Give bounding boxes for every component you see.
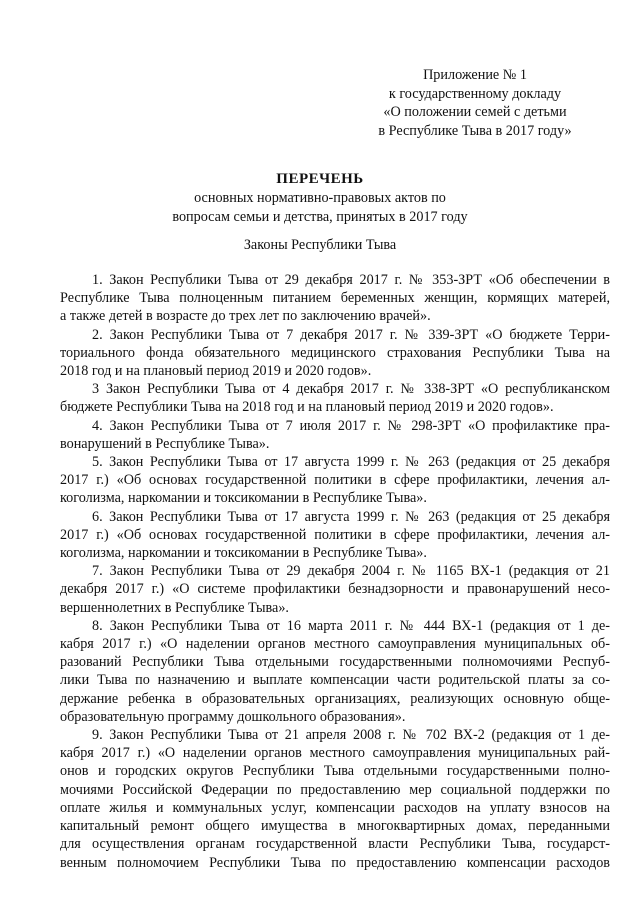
law-item-line: держание ребенка в образовательных организациях, реализующих основную обще- <box>60 690 610 707</box>
law-item-line: а также детей в возрасте до трех лет по заключению врачей». <box>60 308 431 325</box>
appendix-line: в Республике Тыва в 2017 году» <box>378 122 572 139</box>
law-item-line: 9. Закон Республики Тыва от 21 апреля 2008 г. № 702 ВХ-2 (редакция от 1 де- <box>92 727 610 744</box>
law-item-line: Республике Тыва полноценным питанием беременных женщин, кормящих матерей, <box>60 290 610 307</box>
law-item-line: лики Тыва по назначению и выплате компенсации части родительской платы за со- <box>60 672 610 689</box>
law-item-line: кабря 2017 г.) «О наделении органов местного самоуправления муниципальных рай- <box>60 745 610 762</box>
title-block <box>90 170 550 226</box>
law-item-line: 6. Закон Республики Тыва от 17 августа 1999 г. № 263 (редакция от 25 декабря <box>92 508 610 525</box>
law-item-line: декабря 2017 г.) «О системе профилактики безнадзорности и правонарушений несо- <box>60 581 610 598</box>
law-item-line: коголизма, наркомании и токсикомании в Республике Тыва». <box>60 545 427 562</box>
document-subtitle-line: вопросам семьи и детства, принятых в 2017 году <box>172 208 468 225</box>
law-item-line: разований Республики Тыва отдельными государственными полномочиями Респуб- <box>60 654 610 671</box>
law-item-line: 4. Закон Республики Тыва от 7 июля 2017 г. № 298-ЗРТ «О профилактике пра- <box>92 417 610 434</box>
law-list-item <box>60 417 610 453</box>
appendix-line: к государственному докладу <box>388 85 562 102</box>
appendix-line: Приложение № 1 <box>423 67 527 83</box>
law-item-line: для осуществления органам государственной власти Республики Тыва, государст- <box>60 836 610 853</box>
law-item-line: вершеннолетних в Республике Тыва». <box>60 599 289 616</box>
law-item-line: онов и городских округов Республики Тыва отдельными государственными полно- <box>60 763 610 780</box>
law-item-line: ториального фонда обязательного медицинского страхования Республики Тыва на <box>60 344 610 361</box>
law-item-line: 2018 год и на плановый период 2019 и 2020 годов». <box>60 363 372 380</box>
document-subtitle-line: основных нормативно-правовых актов по <box>194 190 446 206</box>
law-list-item <box>60 326 610 381</box>
law-item-line: 8. Закон Республики Тыва от 16 марта 2011 г. № 444 ВХ-1 (редакция от 1 де- <box>92 617 610 634</box>
law-item-line: 5. Закон Республики Тыва от 17 августа 1999 г. № 263 (редакция от 25 декабря <box>92 454 610 471</box>
law-item-line: 2017 г.) «Об основах государственной политики в сфере профилактики, лечения ал- <box>60 526 610 543</box>
law-item-line: 7. Закон Республики Тыва от 29 декабря 2004 г. № 1165 ВХ-1 (редакция от 21 <box>92 563 610 580</box>
law-list-item <box>60 453 610 508</box>
law-list <box>60 271 610 872</box>
law-list-item <box>60 562 610 617</box>
law-item-line: бюджете Республики Тыва на 2018 год и на плановый период 2019 и 2020 годов». <box>60 399 554 416</box>
appendix-line: «О положении семей с детьми <box>383 104 567 120</box>
law-item-line: вонарушений в Республике Тыва». <box>60 435 270 452</box>
law-item-line: 2. Закон Республики Тыва от 7 декабря 2017 г. № 339-ЗРТ «О бюджете Терри- <box>92 326 610 343</box>
law-list-item <box>60 508 610 563</box>
law-item-line: 3 Закон Республики Тыва от 4 декабря 2017 г. № 338-ЗРТ «О республиканском <box>92 381 610 398</box>
law-item-line: венным полномочием Республики Тыва по предоставлению компенсации расходов <box>60 854 610 871</box>
law-item-line: 2017 г.) «Об основах государственной политики в сфере профилактики, лечения ал- <box>60 472 610 489</box>
law-item-line: мочиями Российской Федерации по предоставлению мер социальной поддержки по <box>60 781 610 798</box>
law-item-line: кабря 2017 г.) «О наделении органов местного самоуправления муниципальных об- <box>60 636 610 653</box>
law-list-item <box>60 726 610 872</box>
law-item-line: образовательную программу дошкольного образования». <box>60 708 406 725</box>
law-list-item <box>60 380 610 416</box>
law-item-line: 1. Закон Республики Тыва от 29 декабря 2017 г. № 353-ЗРТ «Об обеспечении в <box>92 272 610 288</box>
law-item-line: капитальный ремонт общего имущества в многоквартирных домах, переданными <box>60 818 610 835</box>
law-item-line: оплате жилья и коммунальных услуг, компенсации расходов на уплату взносов на <box>60 799 610 816</box>
law-item-line: коголизма, наркомании и токсикомании в Республике Тыва». <box>60 490 427 507</box>
document-title: ПЕРЕЧЕНЬ <box>276 171 364 187</box>
appendix-header <box>360 66 590 140</box>
law-list-item <box>60 271 610 326</box>
law-list-item <box>60 617 610 726</box>
section-heading: Законы Республики Тыва <box>243 237 397 253</box>
